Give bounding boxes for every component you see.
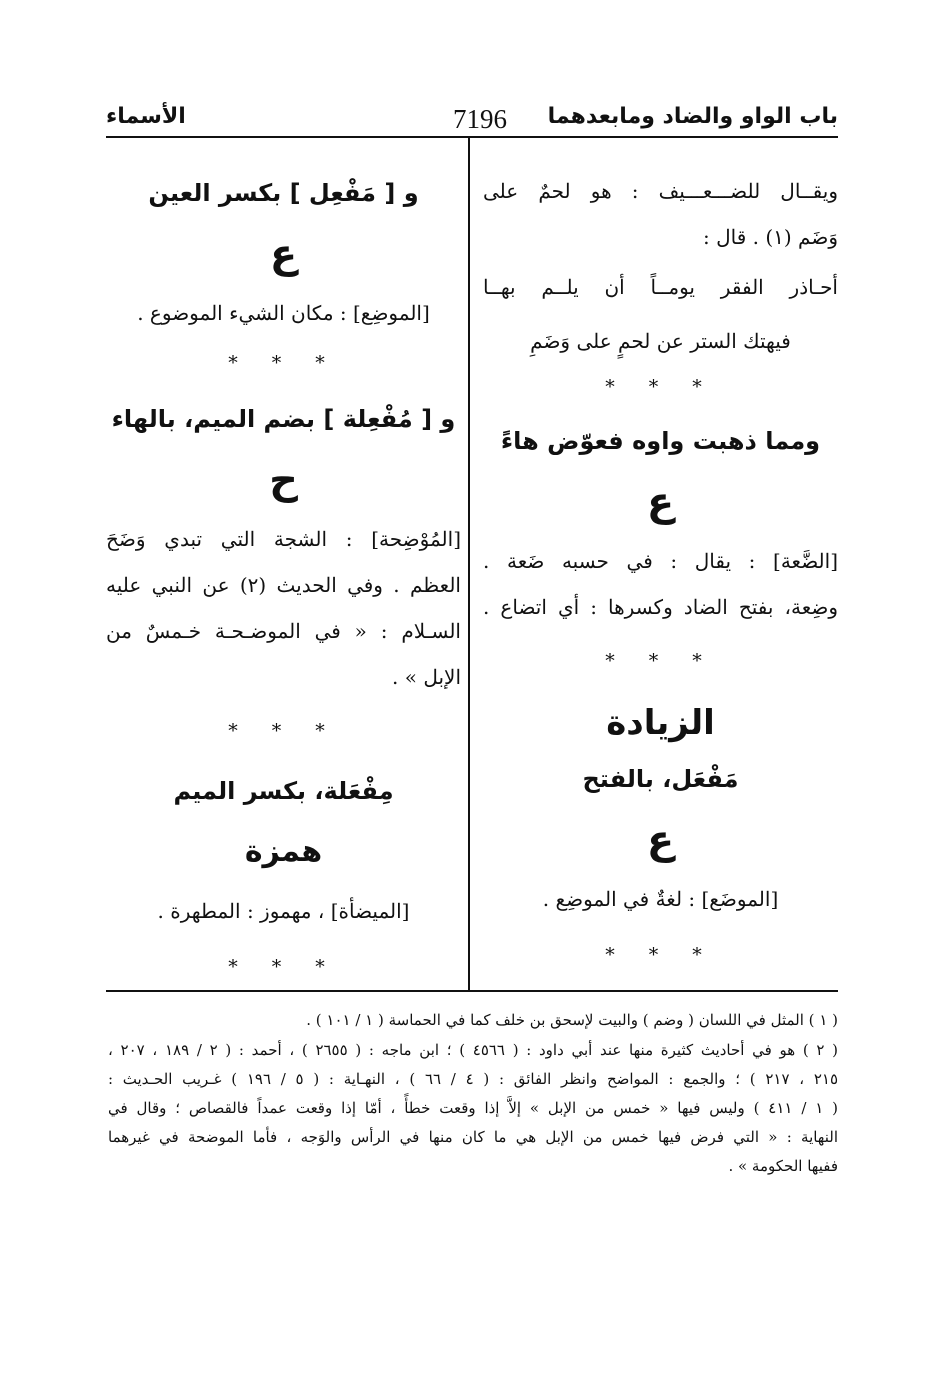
page-number: 7196 <box>453 104 507 134</box>
paragraph-line: [الضَّعة] : يقال : في حسبه ضَعة . <box>483 549 838 573</box>
entry-heading: و [ مَفْعِل ] بكسر العين <box>148 179 419 207</box>
root-letter: ح <box>269 457 298 503</box>
footnote-1: ( ١ ) المثل في اللسان ( وضم ) والبيت لإسحق بن خلف كما في الحماسة ( ١ / ١٠١ ) . <box>306 1011 838 1029</box>
paragraph-line: [الموضَع] : لغةٌ في الموضِع . <box>542 887 779 911</box>
paragraph-line: الإبل » . <box>392 665 461 689</box>
verse-line: أحـاذر الفقر يومــاً أن يلــم بهــا <box>483 275 838 299</box>
paragraph-line: ويقــال للضـــعـــيف : هو لحمٌ على <box>483 179 838 203</box>
footnote-rule <box>106 990 838 992</box>
entry-heading: ومما ذهبت واوه فعوّض هاءً <box>500 427 821 455</box>
footnote-2-line: ( ٢ ) هو في أحاديث كثيرة منها عند أبي داود : ( ٤٥٦٦ ) ؛ ابن ماجه : ( ٢٦٥٥ ) ، أحمد : ( ٢ / ١٨٩ ، ٢٠٧ ، <box>108 1041 839 1059</box>
footnote-2-line: ٢١٥ ، ٢١٧ ) ؛ والجمع : المواضح وانظر الفائق : ( ٤ / ٦٦ ) ، النهـاية : ( ٥ / ١٩٦ ) غـريب الحـديث : <box>108 1070 838 1088</box>
paragraph-line: [الميضأة] ، مهموز : المطهرة . <box>157 899 410 923</box>
footnote-2-line: ( ١ / ٤١١ ) وليس فيها « خمس من الإبل » إلاَّ إذا وقعت خطأً ، أمّا إذا وقعت عمداً فالقصاص ؛ وقال في <box>108 1099 838 1117</box>
separator-stars: * * * <box>228 720 339 742</box>
right-column <box>483 168 838 978</box>
separator-stars: * * * <box>605 650 716 672</box>
separator-stars: * * * <box>228 352 339 374</box>
separator-stars: * * * <box>228 956 339 978</box>
paragraph-line: [المُوْضِحة] : الشجة التي تبدي وَضَحَ <box>106 527 461 551</box>
section-title: الأسماء <box>106 104 186 129</box>
verse-line: فيهتك الستر عن لحمٍ على وَضَمِ <box>530 329 791 353</box>
header-rule <box>106 136 838 138</box>
left-column <box>106 168 461 990</box>
separator-stars: * * * <box>605 944 716 966</box>
entry-heading: مِفْعَلة، بكسر الميم <box>173 777 394 805</box>
paragraph-line: [الموضِع] : مكان الشيء الموضوع . <box>137 301 430 325</box>
root-letter: ع <box>646 817 675 863</box>
paragraph-line: السـلام : « في الموضـحـة خـمسٌ من <box>106 619 461 643</box>
paragraph-line: العظم . وفي الحديث (٢) عن النبي عليه <box>106 573 461 597</box>
paragraph-line: وضِعة، بفتح الضاد وكسرها : أي اتضاع . <box>483 595 838 619</box>
column-divider <box>468 137 470 990</box>
paragraph-line: وَضَم (١) . قال : <box>702 225 838 249</box>
root-letter: همزة <box>244 834 323 869</box>
root-letter: ع <box>269 231 298 277</box>
footnote-2-line: ففيها الحكومة » . <box>728 1157 838 1175</box>
footnote-2-line: النهاية : « التي فرض فيها خمس من الإبل هي ما كان منها في الرأس والوَجه ، فأما الموضحة في غيرهما <box>108 1128 838 1146</box>
root-letter: ع <box>646 479 675 525</box>
separator-stars: * * * <box>605 376 716 398</box>
entry-heading: مَفْعَل، بالفتح <box>582 765 739 793</box>
chapter-title: باب الواو والضاد ومابعدهما <box>547 104 838 129</box>
section-heading: الزيادة <box>606 703 715 743</box>
entry-heading: و [ مُفْعِلة ] بضم الميم، بالهاء <box>111 405 456 433</box>
